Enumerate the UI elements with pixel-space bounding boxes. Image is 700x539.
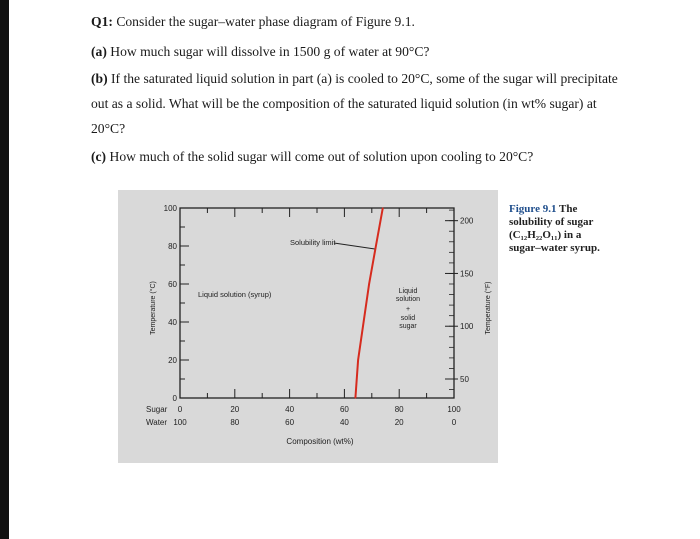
question-part-b-line3 — [91, 120, 651, 138]
part-b-text-2: out as a solid. What will be the composition of the saturated liquid solution (in wt% sugar) at — [91, 96, 597, 111]
caption-line-2: solubility of sugar — [509, 216, 594, 228]
y-tick-label-right: 100 — [460, 322, 474, 332]
part-b-text-1: If the saturated liquid solution in part (a) is cooled to 20°C, some of the sugar will precipitate — [111, 71, 618, 86]
question-part-b-line1 — [91, 70, 651, 88]
y-tick-label-right: 50 — [460, 375, 469, 384]
liquid-solid-line1: Liquid — [398, 288, 418, 295]
curve-point — [358, 359, 359, 360]
x-tick-label-sugar: 40 — [285, 405, 295, 414]
part-c-text: How much of the solid sugar will come out of solution upon cooling to 20°C? — [109, 149, 534, 164]
caption-line-3: (C₁₂H₂₂O₁₁) in a — [509, 229, 582, 241]
question-part-c — [91, 148, 651, 166]
curve-point — [355, 397, 356, 398]
caption-line-4: sugar–water syrup. — [509, 242, 600, 254]
sugar-row-label: Sugar — [146, 405, 168, 414]
y-tick-label-left: 60 — [168, 280, 177, 289]
curve-point — [375, 245, 376, 246]
y-tick-label-left: 80 — [168, 242, 177, 251]
curve-point — [368, 283, 369, 284]
part-b-text-3: 20°C? — [91, 121, 126, 136]
question-title-text: Consider the sugar–water phase diagram of Figure 9.1. — [116, 14, 415, 29]
phase-diagram-chart — [118, 190, 498, 463]
curve-point — [382, 207, 383, 208]
phase-diagram-figure — [118, 190, 498, 463]
y-axis-label-right: Temperature (°F) — [485, 281, 492, 335]
liquid-syrup-label: Liquid solution (syrup) — [198, 290, 272, 299]
x-tick-label-water: 100 — [173, 418, 187, 427]
x-axis-label: Composition (wt%) — [286, 437, 354, 446]
y-tick-label-left: 40 — [168, 318, 177, 327]
solubility-curve — [355, 208, 382, 398]
part-a-label: (a) — [91, 44, 107, 59]
x-tick-label-sugar: 80 — [394, 405, 404, 414]
figure-number: Figure 9.1 — [509, 203, 557, 215]
liquid-solid-plus: + — [405, 306, 411, 313]
question-title — [91, 13, 651, 31]
question-part-b-line2 — [91, 95, 651, 113]
y-tick-label-right: 150 — [460, 269, 474, 279]
plot-frame — [180, 208, 454, 398]
y-tick-label-left: 20 — [168, 356, 177, 365]
x-tick-label-sugar: 100 — [447, 405, 461, 414]
caption-line-1: The — [559, 203, 578, 215]
liquid-solid-line3: solid — [400, 315, 416, 322]
water-row-label: Water — [146, 418, 168, 427]
liquid-solid-line2: solution — [395, 296, 421, 303]
x-tick-label-water: 60 — [285, 418, 295, 427]
figure-caption — [509, 203, 659, 255]
x-tick-label-water: 20 — [394, 418, 404, 427]
question-part-a — [91, 43, 651, 61]
solubility-leader-line — [334, 243, 375, 249]
x-tick-label-water: 0 — [451, 418, 457, 427]
y-tick-label-right: 200 — [460, 216, 474, 226]
curve-point — [363, 321, 364, 322]
x-tick-label-sugar: 60 — [339, 405, 349, 414]
part-a-text: How much sugar will dissolve in 1500 g of water at 90°C? — [110, 44, 430, 59]
liquid-solid-line4: sugar — [399, 323, 417, 330]
question-number: Q1: — [91, 14, 113, 29]
y-tick-label-left: 100 — [163, 204, 177, 213]
left-edge-bar — [0, 0, 9, 539]
part-c-label: (c) — [91, 149, 107, 164]
solubility-limit-label: Solubility limit — [290, 238, 336, 247]
x-tick-label-water: 80 — [230, 418, 240, 427]
x-tick-label-sugar: 20 — [230, 405, 240, 414]
part-b-label: (b) — [91, 71, 108, 86]
x-tick-label-water: 40 — [339, 418, 349, 427]
x-tick-label-sugar: 0 — [177, 405, 183, 414]
y-axis-label-left: Temperature (°C) — [150, 281, 157, 335]
y-tick-label-left: 0 — [172, 394, 177, 403]
